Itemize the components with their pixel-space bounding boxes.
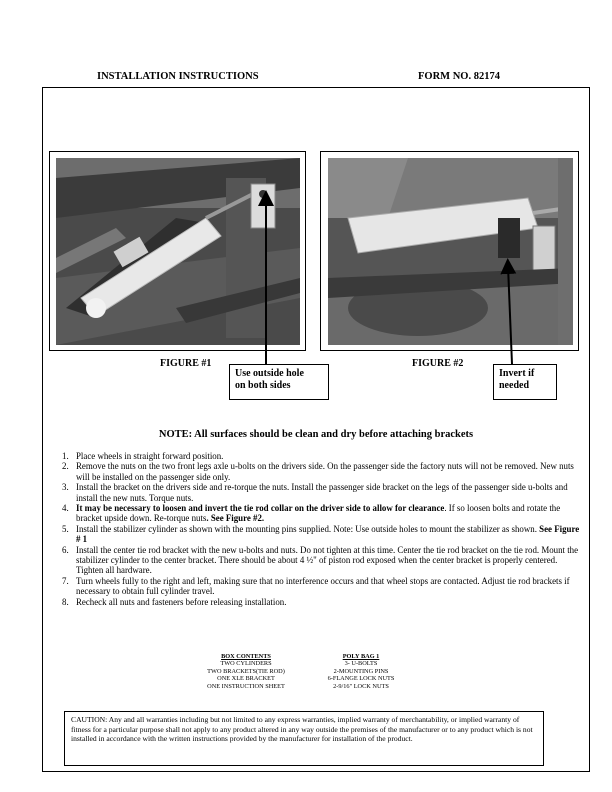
step-text: Turn wheels fully to the right and left, making sure that no interference occurs and that wheel stops are contacted. Adjust tie rod brackets if necessary to obtain full cylinder travel. (76, 575, 570, 597)
step-3 (62, 482, 580, 503)
step-text: Remove the nuts on the two front legs axle u-bolts on the drivers side. On the passenger side the factory nuts will not be removed. New nuts will be installed on the passenger side only. (76, 461, 574, 482)
poly-bag-title: POLY BAG 1 (342, 653, 380, 660)
step-4 (62, 503, 580, 524)
step-number: 2. (62, 461, 69, 472)
installation-steps (62, 451, 580, 607)
step-number: 1. (62, 451, 69, 461)
step-text: . If so loosen bolts and rotate the bracket upside down. Re-torque nuts (76, 503, 561, 524)
step-number: 4. (62, 503, 69, 514)
box-contents-title: BOX CONTENTS (221, 653, 271, 660)
step-number: 7. (62, 575, 69, 586)
box-contents-item: ONE INSTRUCTION SHEET (207, 682, 285, 690)
step-8 (62, 597, 580, 607)
poly-bag-item: 6-FLANGE LOCK NUTS (327, 675, 395, 683)
box-contents-item: TWO BRACKETS(TIE ROD) (207, 667, 285, 675)
figure-1-callout-line-2: on both sides (235, 380, 291, 391)
step-text: Install the bracket on the drivers side and re-torque the nuts. Install the passenger side bracket on the legs of the passenger side u-bolts and install the new nuts. Torque nuts. (76, 482, 568, 503)
step-1 (62, 451, 580, 461)
box-contents (196, 653, 296, 690)
step-number: 8. (62, 596, 69, 607)
figure-2-arrow (508, 266, 512, 364)
figure-1-label: FIGURE #1 (160, 358, 212, 369)
figure-2-callout-line-2: needed (499, 380, 529, 391)
step-2 (62, 461, 580, 482)
step-figure-ref: See Figure # 1 (76, 523, 580, 545)
poly-bag-contents (316, 653, 406, 690)
figure-1-callout-line-1: Use outside hole (235, 368, 304, 379)
box-contents-item: TWO CYLINDERS (220, 660, 272, 668)
step-text: Recheck all nuts and fasteners before releasing installation. (76, 596, 287, 607)
step-text: Install the stabilizer cylinder as shown with the mounting pins supplied. Note: Use outside holes to mount the stabilizer as shown. (76, 523, 540, 534)
step-text: Place wheels in straight forward position. (76, 451, 224, 461)
figure-2-label: FIGURE #2 (412, 358, 464, 369)
figure-2-callout-line-1: Invert if (499, 368, 535, 379)
step-7 (62, 576, 580, 597)
step-number: 5. (62, 523, 69, 534)
step-text: Install the center tie rod bracket with the new u-bolts and nuts. Do not tighten at this time. Center the tie rod bracket on the tie rod. Mount the stabilizer cylinder to the center bracket. There should be about 4 ½" of piston rod exposed when the center bracket is properly centered. Tighten all hardware. (76, 544, 579, 576)
poly-bag-item: 2-MOUNTING PINS (333, 667, 389, 675)
form-number: FORM NO. 82174 (418, 71, 500, 82)
poly-bag-item: 2-9/16" LOCK NUTS (333, 682, 389, 690)
poly-bag-item: 3- U-BOLTS (344, 660, 378, 668)
caution-box: CAUTION: Any and all warranties including but not limited to any express warranties, implied warranty of merchantability, or implied warranty of fitness for a particular purpose shall not apply to any product altered in any way outside the premises of the manufacturer or to any product which is not installed in accordance with the written instructions provided by the manufacturer for installation of the product. (64, 711, 544, 766)
step-figure-ref: . See Figure #2. (206, 513, 265, 524)
cleanliness-note: NOTE: All surfaces should be clean and dry before attaching brackets (158, 429, 474, 440)
document-title: INSTALLATION INSTRUCTIONS (97, 71, 259, 82)
step-number: 3. (62, 482, 69, 493)
step-emphasis: It may be necessary to loosen and invert the tie rod collar on the driver side to allow for clearance (76, 503, 445, 514)
box-contents-item: ONE XLE BRACKET (217, 675, 275, 683)
step-5 (62, 524, 580, 545)
step-number: 6. (62, 544, 69, 555)
step-6 (62, 545, 580, 576)
